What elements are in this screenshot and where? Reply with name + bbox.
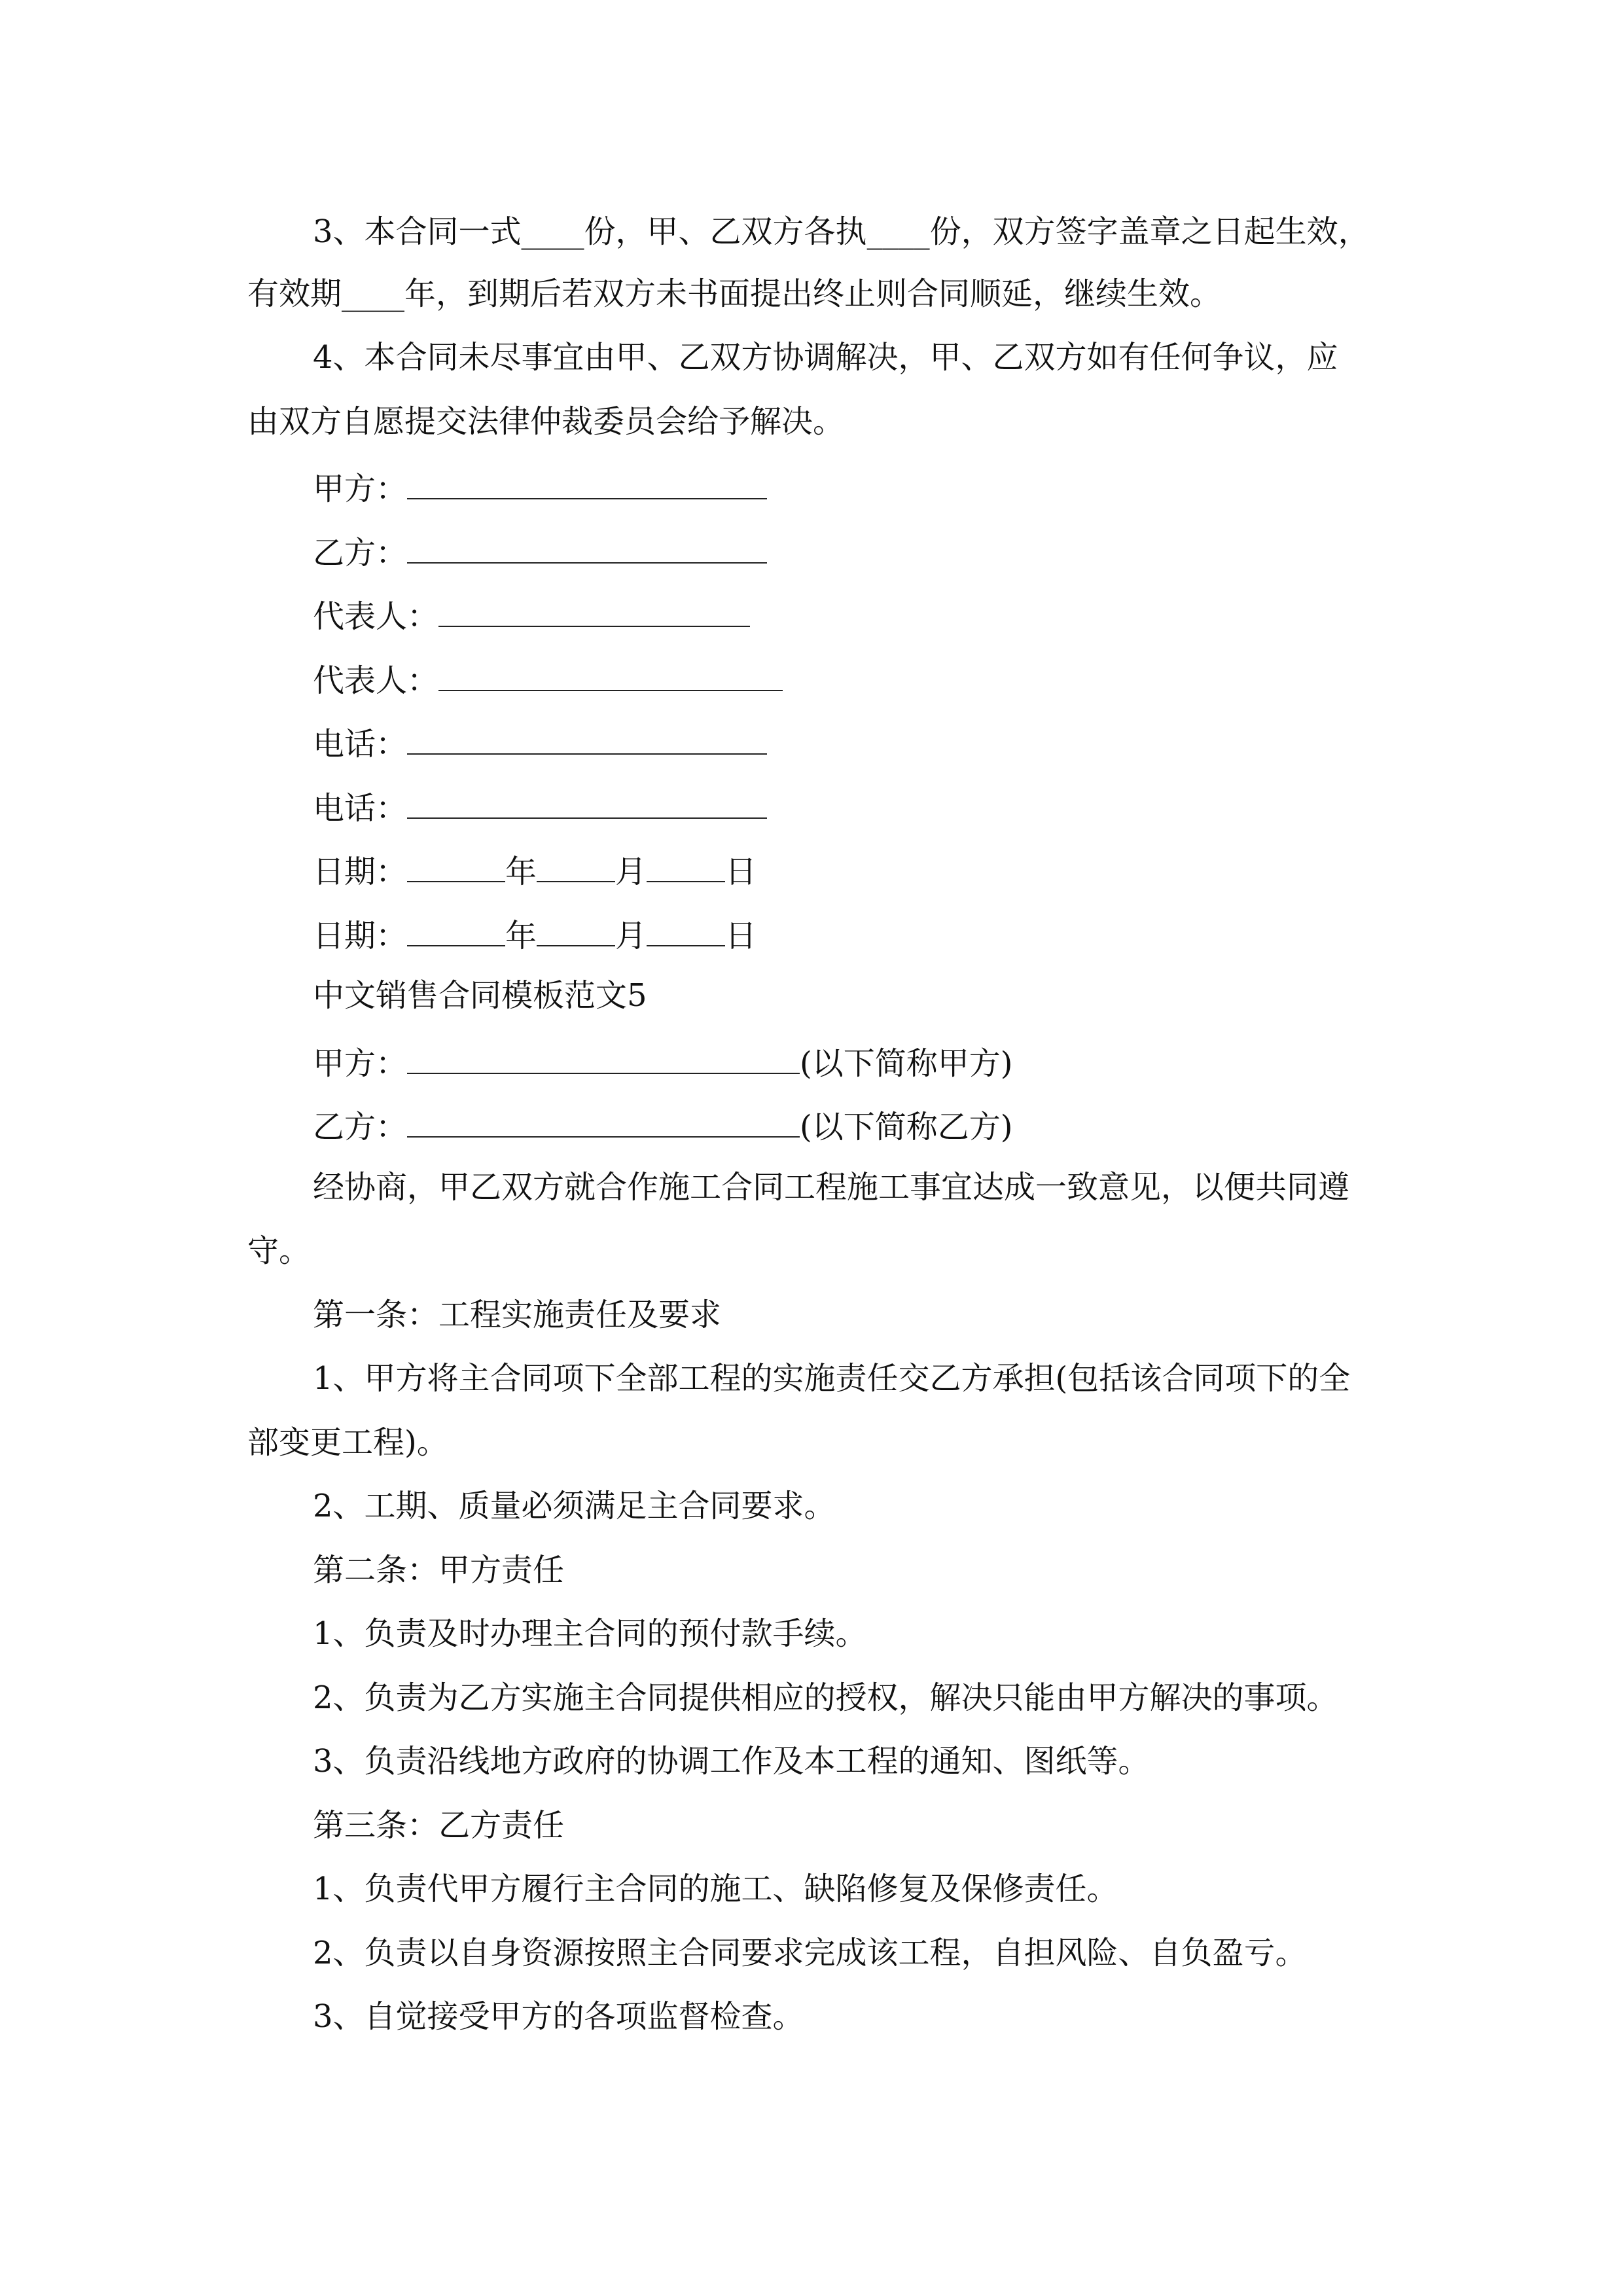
clause4-line2: 由双方自愿提交法律仲裁委员会给予解决。 (247, 403, 845, 440)
clause3-line2 (247, 278, 1221, 310)
sign-date-b (313, 916, 757, 952)
article3-title: 第三条：乙方责任 (313, 1807, 565, 1844)
clause3-text-d: 年，到期后若双方未书面提出终止则合同顺延，继续生效。 (404, 276, 1222, 312)
article2-item3: 3、负责沿线地方政府的协调工作及本工程的通知、图纸等。 (313, 1743, 1150, 1780)
validity-label: 有效期 (247, 276, 342, 312)
year-b-blank (407, 916, 505, 946)
each-copies-blank: ____ (866, 213, 930, 250)
c5-party-b-label: 乙方： (313, 1109, 408, 1145)
contract5-party-a (313, 1044, 1013, 1082)
rep-a-label: 代表人： (313, 598, 439, 635)
contract5-intro-line1: 经协商，甲乙双方就合作施工合同工程施工事宜达成一致意见，以便共同遵 (313, 1169, 1350, 1206)
article2-title: 第二条：甲方责任 (313, 1552, 565, 1588)
years-blank: ____ (342, 276, 405, 312)
article3-item2: 2、负责以自身资源按照主合同要求完成该工程，自担风险、自负盈亏。 (313, 1935, 1307, 1971)
clause3-line1 (313, 213, 1370, 250)
clause3-text-b: 份，甲、乙双方各执 (584, 213, 867, 250)
party-b-blank (407, 533, 767, 564)
sign-party-b (313, 533, 767, 569)
rep-a-blank (438, 597, 750, 627)
rep-b-label: 代表人： (313, 662, 439, 699)
month-a-unit: 月 (615, 853, 647, 890)
contract5-title: 中文销售合同模板范文5 (313, 977, 647, 1014)
article1-title: 第一条：工程实施责任及要求 (313, 1297, 722, 1333)
clause3-text-c: 份，双方签字盖章之日起生效， (929, 213, 1370, 250)
sign-rep-b (313, 661, 783, 699)
phone-a-label: 电话： (313, 726, 408, 762)
sign-rep-a (313, 597, 750, 635)
contract5-party-b (313, 1107, 1012, 1143)
c5-party-b-blank (407, 1107, 800, 1138)
c5-party-a-note: (以下简称甲方) (800, 1045, 1013, 1082)
phone-b-blank (407, 789, 767, 819)
sign-date-a (313, 852, 757, 888)
copies-blank: ____ (521, 213, 584, 250)
c5-party-a-blank (407, 1044, 800, 1074)
phone-a-blank (407, 725, 767, 755)
party-a-blank (407, 469, 767, 499)
c5-party-a-label: 甲方： (313, 1045, 408, 1082)
sign-phone-a (313, 725, 767, 760)
article3-item3: 3、自觉接受甲方的各项监督检查。 (313, 1998, 804, 2035)
day-a-blank (647, 852, 725, 882)
article3-item1: 1、负责代甲方履行主合同的施工、缺陷修复及保修责任。 (313, 1871, 1118, 1907)
sign-phone-b (313, 789, 767, 827)
article2-item1: 1、负责及时办理主合同的预付款手续。 (313, 1615, 867, 1652)
month-b-unit: 月 (615, 918, 647, 954)
day-b-blank (647, 916, 725, 946)
day-a-unit: 日 (725, 853, 757, 890)
sign-party-a (313, 469, 767, 505)
article1-item1-line2: 部变更工程)。 (247, 1424, 448, 1461)
party-a-label: 甲方： (313, 471, 408, 507)
article1-item2: 2、工期、质量必须满足主合同要求。 (313, 1488, 836, 1524)
clause4-line1: 4、本合同未尽事宜由甲、乙双方协调解决，甲、乙双方如有任何争议，应 (313, 339, 1338, 376)
phone-b-label: 电话： (313, 790, 408, 827)
c5-party-b-note: (以下简称乙方) (800, 1109, 1013, 1145)
year-a-blank (407, 852, 505, 882)
party-b-label: 乙方： (313, 535, 408, 571)
clause3-text-a: 3、本合同一式 (313, 213, 522, 250)
contract5-intro-line2: 守。 (247, 1232, 311, 1269)
year-b-unit: 年 (505, 918, 537, 954)
article2-item2: 2、负责为乙方实施主合同提供相应的授权，解决只能由甲方解决的事项。 (313, 1679, 1338, 1716)
date-b-label: 日期： (313, 918, 408, 954)
article1-item1-line1: 1、甲方将主合同项下全部工程的实施责任交乙方承担(包括该合同项下的全 (313, 1360, 1351, 1397)
rep-b-blank (438, 661, 783, 691)
date-a-label: 日期： (313, 853, 408, 890)
month-b-blank (537, 916, 615, 946)
day-b-unit: 日 (725, 918, 757, 954)
month-a-blank (537, 852, 615, 882)
year-a-unit: 年 (505, 853, 537, 890)
